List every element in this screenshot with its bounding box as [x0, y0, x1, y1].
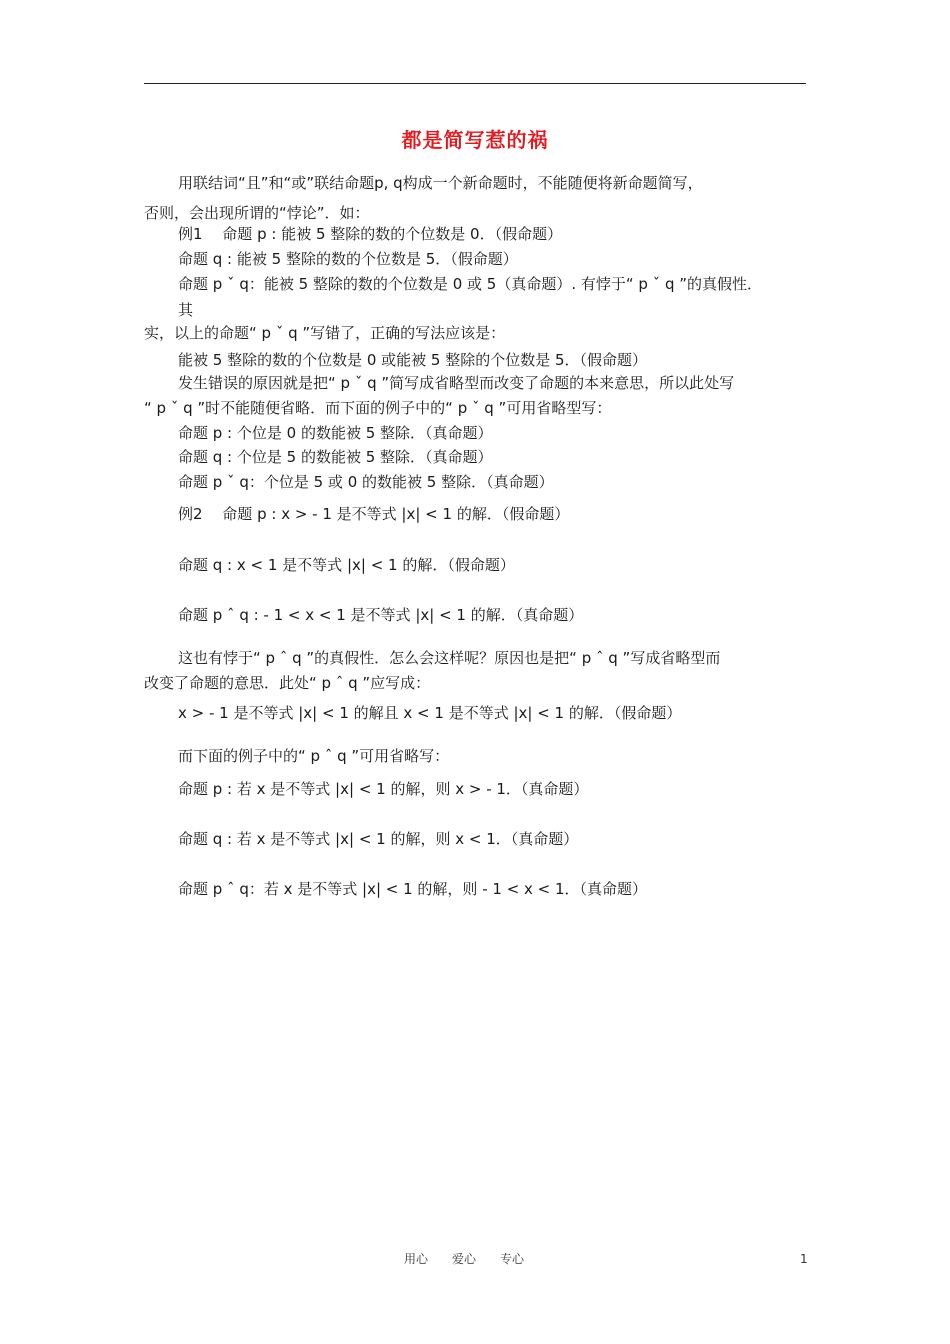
footer-slogan: 用心 爱心 专心 — [404, 1252, 525, 1266]
text-line-l12: 命题 q : 个位是 5 的数能被 5 整除．（真命题） — [178, 448, 493, 466]
header-rule — [144, 83, 806, 84]
text-line-l14: 例2 命题 p : x > - 1 是不等式 |x| < 1 的解．（假命题） — [178, 505, 570, 523]
text-line-l17: 这也有悖于“ p ˆ q ”的真假性．怎么会这样呢？原因也是把“ p ˆ q ”写成省略型而 — [178, 649, 721, 667]
text-line-l09: 发生错误的原因就是把“ p ˇ q ”简写成省略型而改变了命题的本来意思，所以此处写 — [178, 374, 735, 392]
text-line-l01: 用联结词“且”和“或”联结命题p, q构成一个新命题时，不能随便将新命题简写， — [178, 174, 703, 192]
text-line-l07: 实，以上的命题“ p ˇ q ”写错了，正确的写法应该是： — [144, 324, 506, 342]
text-line-l22: 命题 q : 若 x 是不等式 |x| < 1 的解，则 x < 1．（真命题） — [178, 830, 579, 848]
text-line-l05: 命题 p ˇ q：能被 5 整除的数的个位数是 0 或 5（真命题）. 有悖于“ p ˇ q ”的真假性． — [178, 275, 763, 293]
text-line-l08: 能被 5 整除的数的个位数是 0 或能被 5 整除的个位数是 5．（假命题） — [178, 351, 648, 369]
text-line-l21: 命题 p : 若 x 是不等式 |x| < 1 的解，则 x > - 1．（真命题） — [178, 780, 589, 798]
page-number: 1 — [800, 1252, 808, 1266]
text-line-l16: 命题 p ˆ q : - 1 < x < 1 是不等式 |x| < 1 的解．（真命题） — [178, 606, 584, 624]
text-line-l02: 否则，会出现所谓的“悖论”．如： — [144, 204, 370, 222]
text-line-l19: x > - 1 是不等式 |x| < 1 的解且 x < 1 是不等式 |x| < 1 的解．（假命题） — [178, 704, 682, 722]
text-line-l15: 命题 q : x < 1 是不等式 |x| < 1 的解．（假命题） — [178, 556, 515, 574]
text-line-l18: 改变了命题的意思．此处“ p ˆ q ”应写成： — [144, 674, 431, 692]
text-line-l03: 例1 命题 p : 能被 5 整除的数的个位数是 0．（假命题） — [178, 225, 563, 243]
text-line-l13: 命题 p ˇ q：个位是 5 或 0 的数能被 5 整除．（真命题） — [178, 473, 554, 491]
text-line-l20: 而下面的例子中的“ p ˆ q ”可用省略写： — [178, 747, 450, 765]
text-line-l23: 命题 p ˆ q：若 x 是不等式 |x| < 1 的解，则 - 1 < x < 1．（真命题） — [178, 880, 648, 898]
text-line-l10: “ p ˇ q ”时不能随便省略．而下面的例子中的“ p ˇ q ”可用省略型写： — [144, 399, 612, 417]
text-line-l11: 命题 p : 个位是 0 的数能被 5 整除．（真命题） — [178, 424, 493, 442]
text-line-l06: 其 — [178, 301, 194, 319]
page-title: 都是简写惹的祸 — [401, 128, 549, 152]
text-line-l04: 命题 q : 能被 5 整除的数的个位数是 5．（假命题） — [178, 250, 518, 268]
